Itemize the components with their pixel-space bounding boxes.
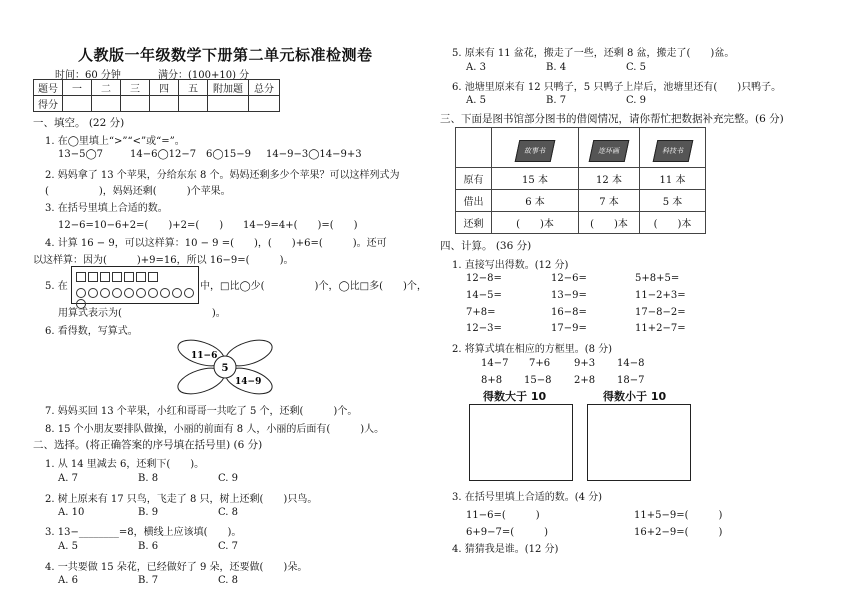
expr-item: 9+3 (574, 358, 596, 369)
expr-item: 14−8 (617, 358, 645, 369)
section3-heading: 三、下面是图书馆部分图书的借阅情况，请你帮忙把数据补充完整。(6 分) (440, 113, 784, 125)
score-header: 二 (92, 80, 121, 96)
s2-option: C. 9 (218, 473, 239, 484)
section2-heading: 二、选择。(将正确答案的序号填在括号里) (6 分) (33, 439, 263, 451)
circle-icon (136, 288, 146, 298)
s2-option: A. 7 (58, 473, 78, 484)
s4-q2: 2. 将算式填在相应的方框里。(8 分) (452, 344, 613, 355)
s2-option: B. 9 (138, 507, 159, 518)
s1-q5-cont: 用算式表示为( )。 (58, 308, 226, 319)
box-greater-than-10[interactable] (469, 404, 573, 481)
s1-q3-item: 12−6=10−6+2=( )+2=( ) (58, 220, 224, 231)
s2-question: 4. 一共要做 15 朵花，已经做好了 9 朵，还要做( )朵。 (45, 562, 308, 573)
calc-item: 7+8= (466, 307, 496, 318)
s1-q7: 7. 妈妈买回 13 个苹果，小红和哥哥一共吃了 5 个，还剩( )个。 (45, 406, 358, 417)
butterfly-diagram (175, 336, 275, 398)
expr-item: 7+6 (529, 358, 551, 369)
score-cell[interactable] (179, 96, 208, 112)
s2-option: C. 8 (218, 507, 239, 518)
s2-question: 1. 从 14 里减去 6，还剩下( )。 (45, 459, 205, 470)
score-cell[interactable] (63, 96, 92, 112)
score-info: 满分：(100+10) 分 (158, 70, 250, 81)
fill-item: 11−6=( ) (466, 510, 540, 521)
s2-option: A. 10 (58, 507, 85, 518)
fill-item: 6+9−7=( ) (466, 527, 549, 538)
s1-q3-item: 14−9=4+( )=( ) (243, 220, 358, 231)
book-icon: 科技书 (652, 140, 693, 162)
circle-icon (148, 288, 158, 298)
calc-item: 17−8−2= (635, 307, 686, 318)
score-header: 附加题 (208, 80, 249, 96)
book-icon: 故事书 (515, 140, 556, 162)
s1-q8: 8. 15 个小朋友要排队做操，小丽的前面有 8 人，小丽的后面有( )人。 (45, 424, 385, 435)
square-icon (124, 272, 134, 282)
s1-q5: 中，□比◯少( )个，◯比□多( )个， (200, 281, 427, 292)
s1-q1-item: 13−5◯7 (58, 149, 104, 160)
table-cell: 15 本 (492, 168, 579, 190)
row-label: 原有 (456, 168, 492, 190)
square-icon (100, 272, 110, 282)
expr-item: 15−8 (524, 375, 552, 386)
s1-q3: 3. 在括号里填上合适的数。 (45, 203, 168, 214)
squares-row (76, 271, 160, 282)
s1-q1-item: 6◯15−9 (206, 149, 252, 160)
time-info: 时间：60 分钟 (55, 70, 121, 81)
score-cell[interactable] (150, 96, 179, 112)
table-cell[interactable]: ( )本 (640, 212, 706, 234)
library-table (455, 127, 706, 234)
s2-question: 6. 池塘里原来有 12 只鸭子，5 只鸭子上岸后，池塘里还有( )只鸭子。 (452, 82, 782, 93)
table-cell: 7 本 (579, 190, 640, 212)
circle-icon (100, 288, 110, 298)
book-header (579, 128, 640, 168)
box-gt10-title: 得数大于 10 (483, 390, 547, 403)
section1-heading: 一、填空。 (22 分) (33, 117, 125, 129)
score-header: 题号 (34, 80, 63, 96)
calc-item: 11+2−7= (635, 323, 686, 334)
shapes-box (71, 266, 199, 304)
book-header (492, 128, 579, 168)
s2-option: C. 8 (218, 575, 239, 586)
calc-item: 14−5= (466, 290, 502, 301)
circle-icon (88, 288, 98, 298)
table-cell: 12 本 (579, 168, 640, 190)
s2-option: C. 5 (626, 62, 647, 73)
square-icon (88, 272, 98, 282)
circle-icon (76, 288, 86, 298)
circle-icon (160, 288, 170, 298)
wing-label: 14−9 (235, 377, 262, 387)
s1-q2: 2. 妈妈拿了 13 个苹果，分给东东 8 个。妈妈还剩多少个苹果？可以这样列式为 (45, 170, 400, 181)
score-header: 总分 (249, 80, 280, 96)
calc-item: 13−9= (551, 290, 587, 301)
table-cell: 6 本 (492, 190, 579, 212)
s1-q2-cont: ( )，妈妈还剩( )个苹果。 (45, 186, 231, 197)
s1-q6: 6. 看得数，写算式。 (45, 326, 138, 337)
s2-option: A. 3 (466, 62, 486, 73)
s2-option: B. 8 (138, 473, 159, 484)
s4-q1: 1. 直接写出得数。(12 分) (452, 260, 569, 271)
s2-option: B. 4 (546, 62, 567, 73)
fill-item: 16+2−9=( ) (634, 527, 723, 538)
score-header: 五 (179, 80, 208, 96)
corner-cell (456, 128, 492, 168)
table-cell: 11 本 (640, 168, 706, 190)
table-cell[interactable]: ( )本 (579, 212, 640, 234)
calc-item: 11−2+3= (635, 290, 686, 301)
center-number: 5 (221, 363, 229, 374)
s2-option: B. 6 (138, 541, 159, 552)
row-label: 还剩 (456, 212, 492, 234)
table-cell[interactable]: ( )本 (492, 212, 579, 234)
s1-q4: 4. 计算 16 − 9，可以这样算：10 − 9 =( )，( )+6=( )。还可 (45, 238, 387, 249)
s2-option: C. 7 (218, 541, 239, 552)
score-cell[interactable] (208, 96, 249, 112)
calc-item: 12−6= (551, 273, 587, 284)
circle-icon (184, 288, 194, 298)
s2-option: B. 7 (546, 95, 567, 106)
circle-icon (112, 288, 122, 298)
score-cell[interactable] (121, 96, 150, 112)
s1-q1-item: 14−6◯12−7 (130, 149, 197, 160)
calc-item: 17−9= (551, 323, 587, 334)
s1-q1: 1. 在◯里填上“>”“<”或“=”。 (45, 136, 185, 147)
expr-item: 2+8 (574, 375, 596, 386)
expr-item: 18−7 (617, 375, 645, 386)
s2-option: A. 5 (466, 95, 486, 106)
s1-q5-label: 5. 在 (45, 281, 68, 292)
fill-item: 11+5−9=( ) (634, 510, 723, 521)
score-row-label: 得分 (34, 96, 63, 112)
calc-item: 5+8+5= (635, 273, 680, 284)
score-cell[interactable] (92, 96, 121, 112)
section4-heading: 四、计算。 (36 分) (440, 240, 532, 252)
s4-q3: 3. 在括号里填上合适的数。(4 分) (452, 492, 603, 503)
square-icon (112, 272, 122, 282)
score-cell[interactable] (249, 96, 280, 112)
calc-item: 12−8= (466, 273, 502, 284)
s2-question: 5. 原来有 11 盆花，搬走了一些，还剩 8 盆，搬走了( )盆。 (452, 48, 735, 59)
page-title: 人教版一年级数学下册第二单元标准检测卷 (78, 46, 373, 64)
calc-item: 12−3= (466, 323, 502, 334)
s2-option: A. 6 (58, 575, 78, 586)
wing-label: 11−6 (191, 351, 218, 361)
s2-question: 3. 13−________=8，横线上应该填( )。 (45, 527, 242, 538)
square-icon (76, 272, 86, 282)
s1-q1-item: 14−9−3◯14−9+3 (266, 149, 362, 160)
book-icon: 连环画 (589, 140, 630, 162)
circle-icon (124, 288, 134, 298)
s2-option: A. 5 (58, 541, 78, 552)
square-icon (148, 272, 158, 282)
s2-option: C. 9 (626, 95, 647, 106)
square-icon (136, 272, 146, 282)
score-header: 一 (63, 80, 92, 96)
box-less-than-10[interactable] (587, 404, 691, 481)
score-header: 三 (121, 80, 150, 96)
s2-question: 2. 树上原来有 17 只鸟，飞走了 8 只，树上还剩( )只鸟。 (45, 494, 318, 505)
box-lt10-title: 得数小于 10 (603, 390, 667, 403)
row-label: 借出 (456, 190, 492, 212)
table-cell: 5 本 (640, 190, 706, 212)
calc-item: 16−8= (551, 307, 587, 318)
expr-item: 8+8 (481, 375, 503, 386)
s1-q4-cont: 以这样算：因为( )+9=16，所以 16−9=( )。 (33, 255, 294, 266)
score-header: 四 (150, 80, 179, 96)
circle-icon (172, 288, 182, 298)
expr-item: 14−7 (481, 358, 509, 369)
s4-q4: 4. 猜猜我是谁。(12 分) (452, 544, 559, 555)
s2-option: B. 7 (138, 575, 159, 586)
score-table (33, 79, 280, 112)
book-header (640, 128, 706, 168)
